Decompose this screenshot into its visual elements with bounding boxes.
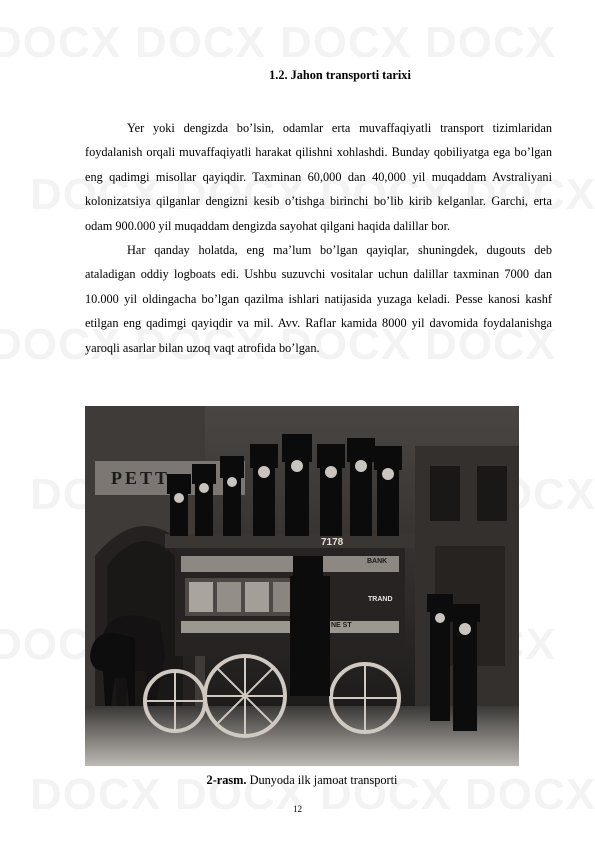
watermark-text xyxy=(0,18,121,68)
figure-caption xyxy=(85,773,519,788)
historic-omnibus-photo xyxy=(85,406,519,766)
photo-sign-number: 7178 xyxy=(321,537,344,548)
watermark-text xyxy=(135,18,266,68)
photo-sign-shop: PETT xyxy=(111,468,171,488)
watermark-text xyxy=(280,18,411,68)
paragraph-1: Yer yoki dengizda bo’lsin, odamlar erta muvaffaqiyatli transport tizimlaridan foydalanish orqali muvaffaqiyatli harakat qilishni xohlashdi. Bunday qobiliyatga ega bo’lgan eng qadimgi misollar qayiqdir. Taxminan 60,000 dan 40,000 yil muqaddam Avstraliyani kolonizatsiya qilganlar dengizni kesib o’tishga birinchi bo’lib kirib kelganlar. Garchi, erta odam 900.000 yil muqaddam dengizda sayohat qilgani haqida dalillar bor. xyxy=(85,121,552,233)
page-number: 12 xyxy=(293,804,302,814)
omnibus-photo-illustration xyxy=(85,406,519,766)
paragraph-2: Har qanday holatda, eng ma’lum bo’lgan qayiqlar, shuningdek, dugouts deb ataladigan oddiy logboats edi. Ushbu suzuvchi vositalar uchun dalillar taxminan 7000 dan 10.000 yil oldingacha bo’lgan qazilma ishlari natijasida yuzaga keladi. Pesse kanosi kashf etilgan eng qadimgi qayiqdir va mil. Avv. Raflar kamida 8000 yil davomida foydalanishga yaroqli asarlar bilan uzoq vaqt atrofida bo’lgan. xyxy=(85,243,552,355)
photo-sign-bank: BANK xyxy=(367,558,388,565)
section-title: 1.2. Jahon transporti tarixi xyxy=(269,68,411,82)
caption-label: 2-rasm. xyxy=(206,773,247,787)
photo-sign-strand: TRAND xyxy=(368,596,393,603)
photo-sign-street: NE ST xyxy=(331,622,352,629)
caption-text: Dunyoda ilk jamoat transporti xyxy=(246,773,398,787)
body-text xyxy=(85,116,552,360)
watermark-text xyxy=(425,18,556,68)
